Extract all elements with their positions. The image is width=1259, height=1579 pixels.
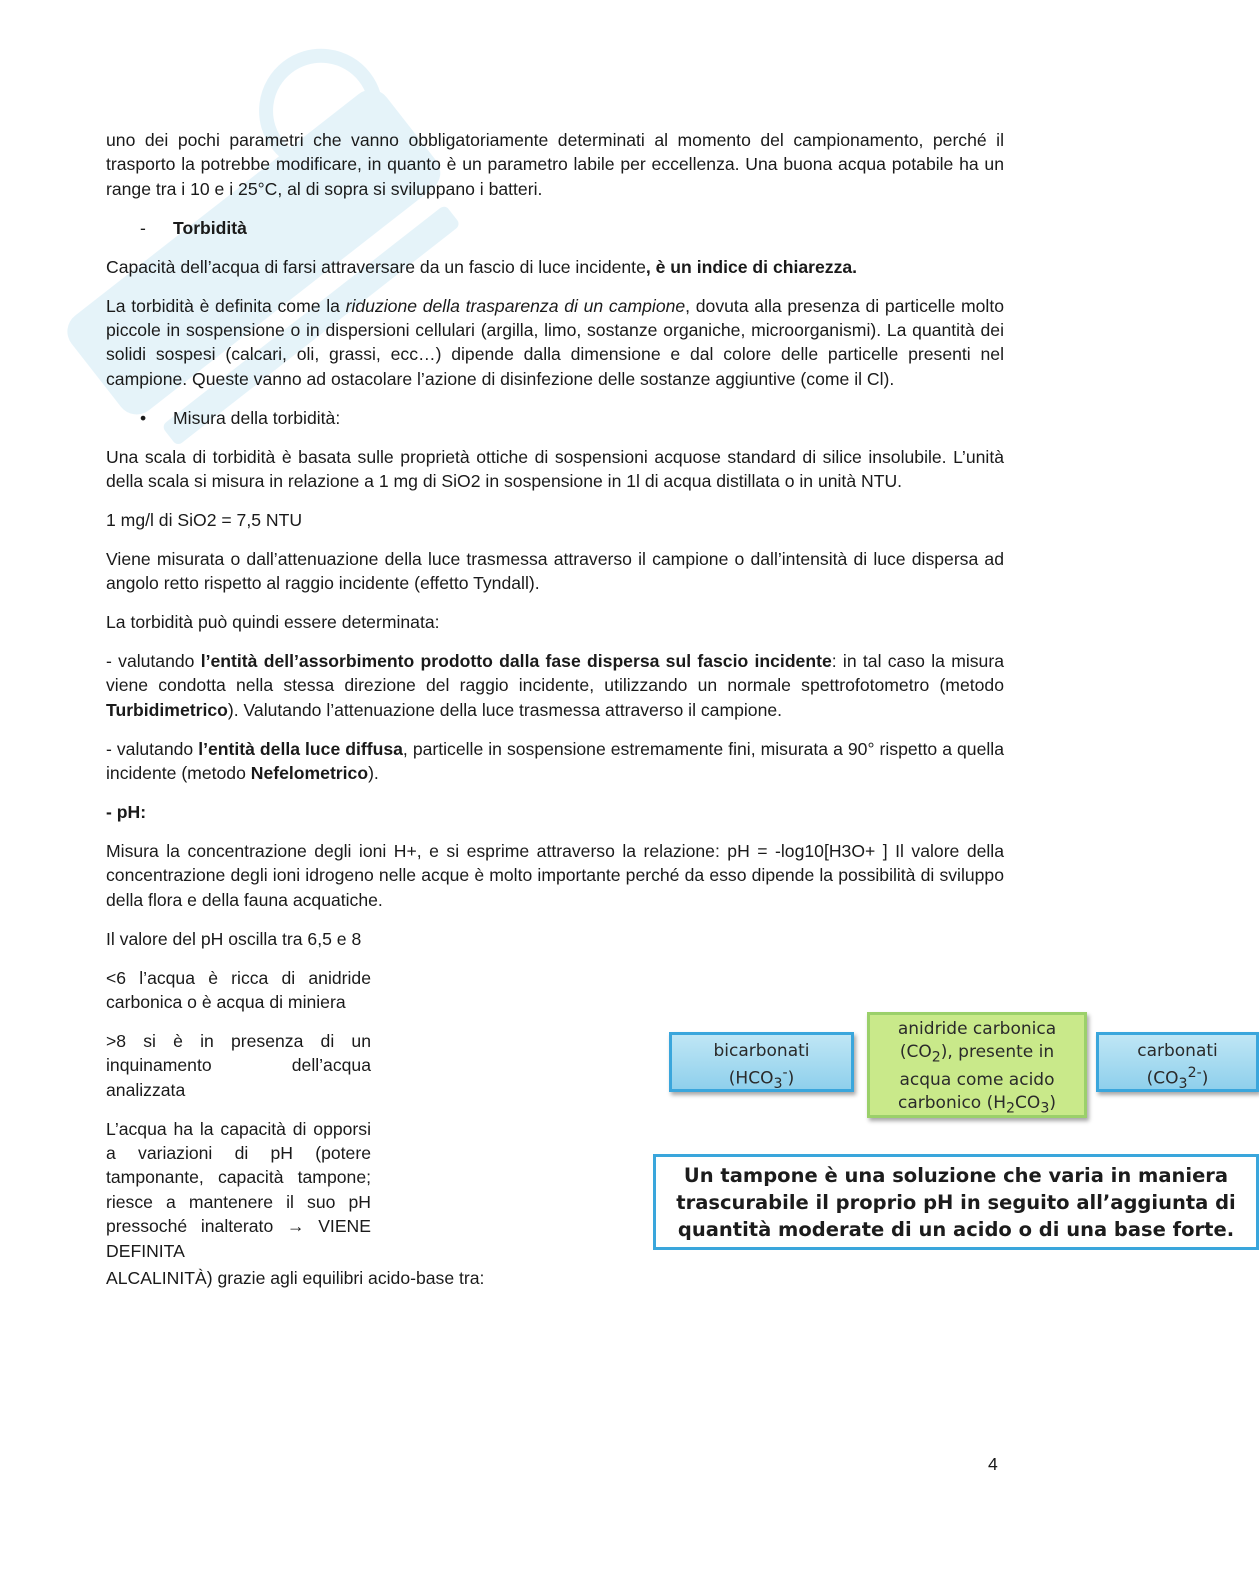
formula-part: ): [787, 1068, 795, 1089]
metodo-turbidimetrico: [106, 649, 1004, 722]
tampone-paragraph: [106, 1117, 371, 1263]
formula-sub: 3: [773, 1075, 783, 1092]
metodo-nefelometrico: [106, 737, 1004, 786]
intro-paragraph: uno dei pochi parametri che vanno obbligatoriamente determinati al momento del campionamento, perché il trasporto la potrebbe modificare, in quanto è un parametro labile per eccellenza. Una buona acqua potabile ha un range tra i 10 e i 25°C, al di sopra si sviluppano i batteri.: [106, 130, 1004, 199]
quindi-paragraph: La torbidità può quindi essere determinata:: [106, 612, 440, 633]
bicarbonati-label: bicarbonati: [713, 1040, 810, 1061]
ph-heading: [106, 800, 1004, 824]
scala-paragraph: Una scala di torbidità è basata sulle proprietà ottiche di sospensioni acquose standard di silice insolubile. L’unità della scala si misura in relazione a 1 mg di SiO2 in sospensione in 1l di acqua distillata o in unità NTU.: [106, 446, 1004, 491]
m1-end: ). Valutando l’attenuazione della luce trasmessa attraverso il campione.: [227, 699, 783, 720]
anidride-box: [867, 1012, 1087, 1118]
p1-italic: riduzione della trasparenza di un campione: [345, 295, 686, 316]
ph-misura-paragraph: Misura la concentrazione degli ioni H+, e si esprime attraverso la relazione: pH = -log10[H3O+ ] Il valore della concentrazione degli ioni idrogeno nelle acque è molto importante perché da esso dipende la possibilità di sviluppo della flora e della fauna acquatiche.: [106, 840, 1004, 910]
m2-bold: l’entità della luce diffusa: [198, 738, 403, 759]
m1-mid: : in tal caso la misura viene condotta nella stessa direzione del raggio incidente, utilizzando un normale spettrofotometro (metodo: [106, 651, 1004, 696]
definition-bold: , è un indice di chiarezza.: [645, 256, 858, 277]
ph-low-paragraph: <6 l’acqua è ricca di anidride carbonica o è acqua di miniera: [106, 967, 371, 1012]
alcalinita-line: ALCALINITÀ) grazie agli equilibri acido-base tra:: [106, 1267, 485, 1288]
formula-sup: -: [782, 1064, 788, 1081]
dash-bullet: -: [140, 217, 146, 238]
viene-paragraph: Viene misurata o dall’attenuazione della luce trasmessa attraverso il campione o dall’intensità di luce dispersa ad angolo retto rispetto al raggio incidente (effetto Tyndall).: [106, 548, 1004, 594]
formula-part: ): [1201, 1068, 1209, 1089]
p1-rest: , dovuta alla presenza di particelle molto piccole in sospensione o in dispersioni cellulari (argilla, limo, sostanze organiche, microorganismi). La quantità dei solidi sospesi (calcari, oli, grassi, ecc…) dipende dalla dimensione e dal colore delle particelle presenti nel campione. Queste vanno ad ostacolare l’azione di disinfezione delle sostanze aggiuntive (come il Cl).: [106, 295, 1004, 389]
m2-mid: , particelle in sospensione estremamente fini, misurata a 90° rispetto a quella incidente (metodo: [106, 738, 1004, 784]
equivalenza-paragraph: 1 mg/l di SiO2 = 7,5 NTU: [106, 509, 303, 530]
m2-end: ).: [368, 763, 379, 784]
anidride-acid-line: [870, 1092, 1084, 1120]
m2-method: Nefelometrico: [250, 763, 369, 784]
bicarbonati-box: [669, 1032, 854, 1092]
formula-sub: 3: [1040, 1100, 1050, 1117]
tampone-definition-box: Un tampone è una soluzione che varia in maniera trascurabile il proprio pH in seguito all’aggiunta di quantità moderate di un acido o di una base forte.: [653, 1154, 1259, 1250]
carbonati-box: [1096, 1032, 1259, 1092]
misura-heading-item: [106, 406, 1004, 430]
torbidita-definition: [106, 255, 1004, 279]
ph-high-paragraph: >8 si è in presenza di un inquinamento dell’acqua analizzata: [106, 1030, 371, 1100]
document-page: [106, 128, 1236, 1290]
formula-part: (HCO: [728, 1068, 774, 1089]
formula-part: ), presente in: [940, 1041, 1055, 1062]
anidride-line3: acqua come acido: [899, 1069, 1055, 1090]
ph-heading-text: - pH:: [106, 802, 147, 823]
anidride-label: anidride carbonica: [897, 1018, 1057, 1039]
torbidita-paragraph: [106, 294, 1004, 392]
formula-part: CO: [1015, 1092, 1041, 1113]
p1-start: La torbidità è definita come la: [106, 295, 346, 316]
anidride-formula-line: [870, 1041, 1084, 1069]
formula-sub: 3: [1178, 1075, 1188, 1092]
definition-text: Capacità dell’acqua di farsi attraversare da un fascio di luce incidente: [106, 256, 646, 277]
formula-part: ): [1049, 1092, 1056, 1113]
formula-sub: 2: [931, 1048, 941, 1065]
carbonati-label: carbonati: [1137, 1040, 1218, 1061]
misura-heading: Misura della torbidità:: [173, 407, 341, 428]
m1-bold: l’entità dell’assorbimento prodotto dalla fase dispersa sul fascio incidente: [200, 651, 832, 671]
formula-sup: 2-: [1187, 1064, 1202, 1081]
ph-section-row: [106, 966, 1236, 1266]
page-number: 4: [988, 1454, 998, 1474]
ph-range-paragraph: Il valore del pH oscilla tra 6,5 e 8: [106, 928, 362, 949]
torbidita-heading: Torbidità: [173, 217, 247, 238]
formula-part: carbonico (H: [898, 1092, 1007, 1113]
torbidita-heading-item: [106, 216, 1004, 240]
formula-part: (CO: [899, 1041, 932, 1062]
formula-sub: 2: [1006, 1100, 1016, 1117]
carbonate-diagram: [371, 966, 1236, 1266]
ph-left-column: [106, 966, 371, 1263]
tampone-start: L’acqua ha la capacità di opporsi a variazioni di pH (potere tamponante, capacità tampone; riesce a mantenere il suo pH pressoché inalterato: [106, 1118, 371, 1237]
tampone-definita: VIENE DEFINITA: [106, 1216, 371, 1261]
carbonati-formula: [1099, 1062, 1256, 1095]
dot-bullet: •: [140, 407, 147, 428]
m2-start: - valutando: [106, 738, 199, 759]
bicarbonati-formula: [672, 1062, 851, 1095]
formula-part: (CO: [1146, 1068, 1179, 1089]
m1-start: - valutando: [106, 651, 201, 671]
m1-method: Turbidimetrico: [106, 699, 228, 720]
arrow-right-icon: →: [286, 1216, 305, 1237]
